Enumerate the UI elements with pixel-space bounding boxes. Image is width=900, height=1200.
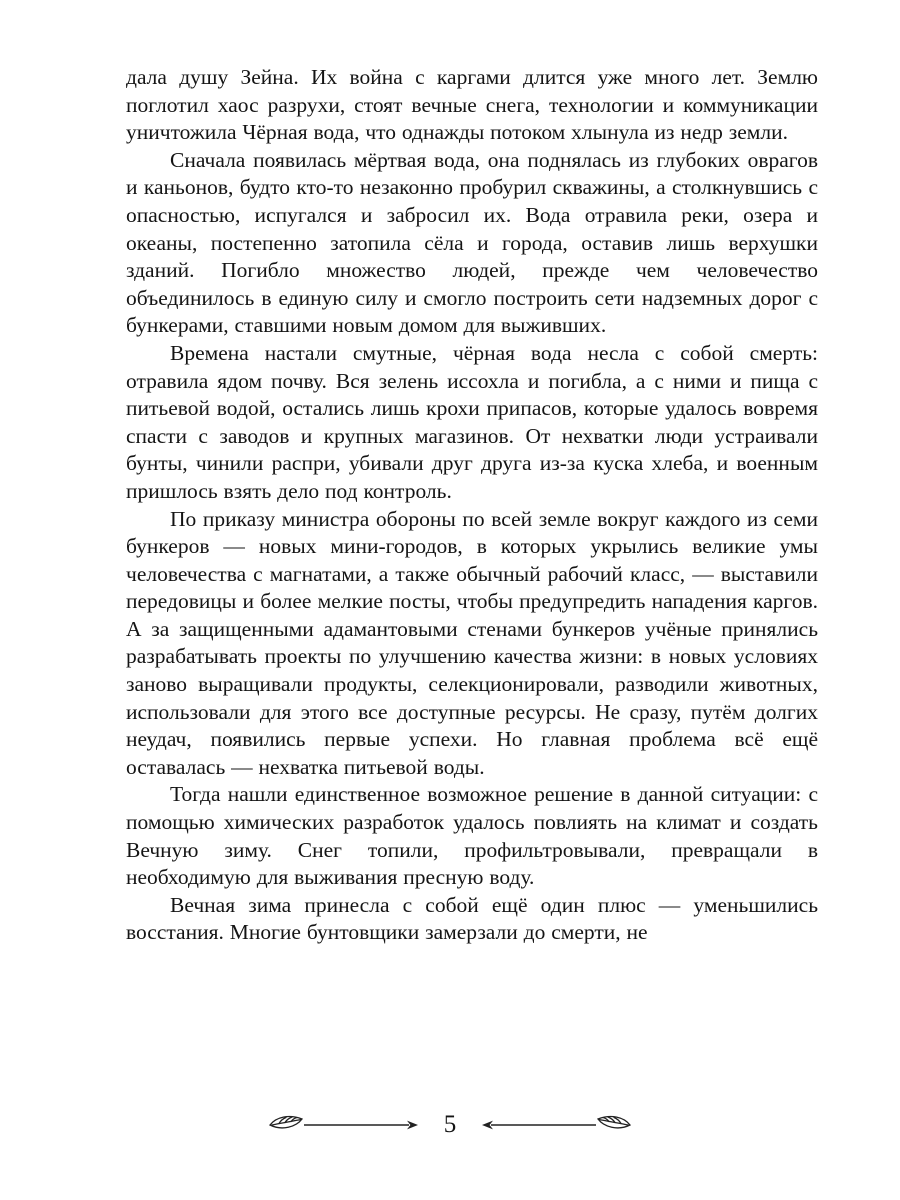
feather-arrow-left-icon [480,1112,632,1138]
page-number: 5 [443,1110,457,1138]
feather-arrow-right-icon [268,1112,420,1138]
page-text [126,64,818,947]
paragraph: По приказу министра обороны по всей земле вокруг каждого из семи бункеров — новых мини-городов, в которых укрылись великие умы человечества с магнатами, а также обычный рабочий класс, — выставили передовицы и более мелкие посты, чтобы предупредить нападения каргов. А за защищенными адамантовыми стенами бункеров учёные принялись разрабатывать проекты по улучшению качества жизни: в новых условиях заново выращивали продукты, селекционировали, разводили животных, использовали для этого все доступные ресурсы. Не сразу, путём долгих неудач, появились первые успехи. Но главная проблема всё ещё оставалась — нехватка питьевой воды. [126,506,818,779]
paragraph: Времена настали смутные, чёрная вода несла с собой смерть: отравила ядом почву. Вся зелень иссохла и погибла, а с ними и пища с питьевой водой, остались лишь крохи припасов, которые удалось вовремя спасти с заводов и крупных магазинов. От нехватки люди устраивали бунты, чинили распри, убивали друг друга из-за куска хлеба, и военным пришлось взять дело под контроль. [126,340,818,503]
paragraph: дала душу Зейна. Их война с каргами длится уже много лет. Землю поглотил хаос разрухи, стоят вечные снега, технологии и коммуникации уничтожила Чёрная вода, что однажды потоком хлынула из недр земли. [126,65,818,145]
paragraph: Сначала появилась мёртвая вода, она поднялась из глубоких оврагов и каньонов, будто кто-то незаконно пробурил скважины, а столкнувшись с опасностью, испугался и забросил их. Вода отравила реки, озера и океаны, постепенно затопила сёла и города, оставив лишь верхушки зданий. Погибло множество людей, прежде чем человечество объединилось в единую силу и смогло построить сети надземных дорог с бункерами, ставшими новым домом для выживших. [126,147,818,338]
paragraph: Вечная зима принесла с собой ещё один плюс — уменьшились восстания. Многие бунтовщики замерзали до смерти, не [126,892,818,945]
page-footer [0,1112,900,1138]
paragraph: Тогда нашли единственное возможное решение в данной ситуации: с помощью химических разработок удалось повлиять на климат и создать Вечную зиму. Снег топили, профильтровывали, превращали в необходимую для выживания пресную воду. [126,782,818,890]
